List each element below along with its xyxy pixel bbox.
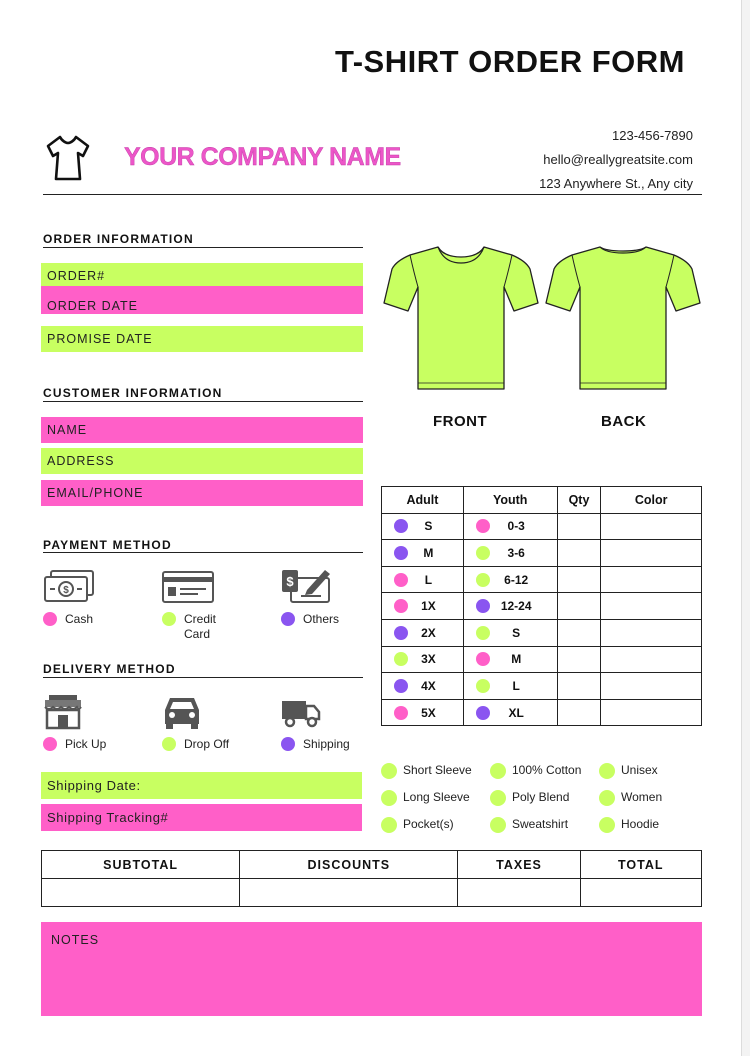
color-cell[interactable]	[601, 699, 702, 726]
customer-info-divider	[43, 401, 363, 402]
discounts-value-cell[interactable]	[240, 879, 458, 907]
size-row	[382, 540, 702, 567]
size-row	[382, 566, 702, 593]
header-divider	[43, 194, 702, 195]
adult-size-label: L	[424, 572, 433, 587]
cash-radio[interactable]	[43, 612, 57, 626]
car-icon	[162, 694, 202, 730]
option-checkbox[interactable]	[381, 790, 397, 806]
color-cell[interactable]	[601, 673, 702, 700]
adult-size-dot[interactable]	[394, 652, 408, 666]
drop-off-label: Drop Off	[184, 737, 230, 751]
taxes-value-cell[interactable]	[458, 879, 580, 907]
adult-size-cell[interactable]	[382, 513, 464, 540]
payment-heading: PAYMENT METHOD	[43, 538, 172, 552]
option-label: Pocket(s)	[403, 817, 454, 831]
taxes-header: TAXES	[458, 851, 580, 879]
credit-card-radio[interactable]	[162, 612, 176, 626]
size-row	[382, 513, 702, 540]
option-checkbox[interactable]	[490, 817, 506, 833]
adult-size-label: S	[424, 519, 433, 534]
youth-size-label: M	[511, 652, 522, 667]
youth-size-dot[interactable]	[476, 652, 490, 666]
others-label: Others	[303, 612, 340, 626]
contact-phone: 123-456-7890	[612, 128, 693, 143]
color-cell[interactable]	[601, 566, 702, 593]
qty-cell[interactable]	[557, 673, 601, 700]
adult-size-dot[interactable]	[394, 573, 408, 587]
youth-size-label: L	[512, 678, 520, 693]
contact-address: 123 Anywhere St., Any city	[539, 176, 693, 191]
option-label: 100% Cotton	[512, 763, 582, 777]
total-header: TOTAL	[580, 851, 701, 879]
adult-size-label: 1X	[421, 599, 436, 614]
adult-size-cell[interactable]	[382, 619, 464, 646]
option-checkbox[interactable]	[490, 790, 506, 806]
color-cell[interactable]	[601, 513, 702, 540]
credit-card-icon	[162, 571, 214, 603]
youth-header: Youth	[463, 487, 557, 514]
youth-size-cell[interactable]	[463, 699, 557, 726]
adult-size-dot[interactable]	[394, 706, 408, 720]
adult-size-cell[interactable]	[382, 566, 464, 593]
size-table	[381, 486, 702, 726]
option-label: Hoodie	[621, 817, 660, 831]
notes-field[interactable]	[41, 922, 702, 1016]
qty-cell[interactable]	[557, 646, 601, 673]
qty-cell[interactable]	[557, 540, 601, 567]
youth-size-label: 6-12	[504, 572, 529, 587]
credit-card-label: Credit Card	[184, 612, 217, 641]
check-icon	[281, 566, 333, 604]
adult-size-label: M	[423, 545, 434, 560]
youth-size-cell[interactable]	[463, 566, 557, 593]
youth-size-label: 3-6	[507, 545, 525, 560]
option-checkbox[interactable]	[599, 790, 615, 806]
order-info-divider	[43, 247, 363, 248]
delivery-heading: DELIVERY METHOD	[43, 662, 176, 676]
option-checkbox[interactable]	[599, 817, 615, 833]
option-label: Long Sleeve	[403, 790, 470, 804]
option-checkbox[interactable]	[381, 763, 397, 779]
size-row	[382, 619, 702, 646]
adult-size-cell[interactable]	[382, 540, 464, 567]
adult-size-label: 5X	[421, 705, 436, 720]
contact-email: hello@reallygreatsite.com	[543, 152, 693, 167]
adult-size-label: 4X	[421, 678, 436, 693]
color-cell[interactable]	[601, 619, 702, 646]
adult-size-label: 2X	[421, 625, 436, 640]
qty-cell[interactable]	[557, 619, 601, 646]
size-row	[382, 673, 702, 700]
total-value-cell[interactable]	[580, 879, 701, 907]
youth-size-cell[interactable]	[463, 646, 557, 673]
youth-size-dot[interactable]	[476, 599, 490, 613]
option-label: Poly Blend	[512, 790, 570, 804]
pick-up-label: Pick Up	[65, 737, 107, 751]
qty-cell[interactable]	[557, 699, 601, 726]
adult-size-cell[interactable]	[382, 673, 464, 700]
option-checkbox[interactable]	[599, 763, 615, 779]
color-cell[interactable]	[601, 646, 702, 673]
option-label: Short Sleeve	[403, 763, 472, 777]
order-date-field[interactable]: ORDER DATE	[41, 286, 363, 314]
pick-up-radio[interactable]	[43, 737, 57, 751]
shipping-label: Shipping	[303, 737, 350, 751]
youth-size-dot[interactable]	[476, 626, 490, 640]
address-field[interactable]: ADDRESS	[41, 448, 363, 474]
store-icon	[43, 694, 83, 730]
totals-table	[41, 850, 702, 907]
color-header: Color	[601, 487, 702, 514]
adult-size-dot[interactable]	[394, 599, 408, 613]
adult-size-cell[interactable]	[382, 593, 464, 620]
youth-size-cell[interactable]	[463, 673, 557, 700]
option-checkbox[interactable]	[490, 763, 506, 779]
qty-cell[interactable]	[557, 513, 601, 540]
cash-icon	[43, 570, 95, 604]
adult-size-label: 3X	[421, 652, 436, 667]
size-row	[382, 699, 702, 726]
tshirt-front-image	[382, 243, 540, 395]
subtotal-header: SUBTOTAL	[42, 851, 240, 879]
back-label: BACK	[601, 413, 647, 430]
option-label: Women	[621, 790, 663, 804]
youth-size-dot[interactable]	[476, 679, 490, 693]
adult-size-dot[interactable]	[394, 679, 408, 693]
payment-divider	[43, 552, 363, 553]
email-phone-field[interactable]: EMAIL/PHONE	[41, 480, 363, 506]
youth-size-label: XL	[508, 705, 524, 720]
youth-size-dot[interactable]	[476, 573, 490, 587]
qty-cell[interactable]	[557, 593, 601, 620]
shipping-radio[interactable]	[281, 737, 295, 751]
adult-size-dot[interactable]	[394, 546, 408, 560]
tshirt-back-image	[544, 243, 702, 395]
size-row	[382, 646, 702, 673]
youth-size-dot[interactable]	[476, 519, 490, 533]
youth-size-cell[interactable]	[463, 593, 557, 620]
adult-size-cell[interactable]	[382, 699, 464, 726]
name-field[interactable]: NAME	[41, 417, 363, 443]
truck-icon	[281, 698, 321, 728]
color-cell[interactable]	[601, 540, 702, 567]
front-label: FRONT	[433, 413, 488, 430]
company-name: YOUR COMPANY NAME	[124, 143, 401, 171]
adult-size-dot[interactable]	[394, 519, 408, 533]
youth-size-label: 12-24	[500, 599, 532, 614]
tshirt-logo-icon	[44, 133, 92, 183]
promise-date-field[interactable]: PROMISE DATE	[41, 326, 363, 352]
qty-header: Qty	[557, 487, 601, 514]
shipping-tracking-field[interactable]: Shipping Tracking#	[41, 804, 362, 831]
youth-size-dot[interactable]	[476, 546, 490, 560]
delivery-divider	[43, 677, 363, 678]
drop-off-radio[interactable]	[162, 737, 176, 751]
shipping-date-field[interactable]: Shipping Date:	[41, 772, 362, 799]
youth-size-label: S	[512, 625, 521, 640]
order-number-field[interactable]: ORDER#	[41, 263, 363, 289]
youth-size-cell[interactable]	[463, 540, 557, 567]
youth-size-dot[interactable]	[476, 706, 490, 720]
qty-cell[interactable]	[557, 566, 601, 593]
form-title: T-SHIRT ORDER FORM	[335, 44, 685, 79]
discounts-header: DISCOUNTS	[240, 851, 458, 879]
customer-info-heading: CUSTOMER INFORMATION	[43, 386, 223, 400]
color-cell[interactable]	[601, 593, 702, 620]
svg-text:$: $	[63, 585, 69, 596]
youth-size-label: 0-3	[507, 519, 525, 534]
option-label: Unisex	[621, 763, 658, 777]
others-radio[interactable]	[281, 612, 295, 626]
cash-label: Cash	[65, 612, 94, 626]
size-row	[382, 593, 702, 620]
option-label: Sweatshirt	[512, 817, 569, 831]
notes-label: NOTES	[51, 933, 100, 947]
youth-size-cell[interactable]	[463, 619, 557, 646]
subtotal-value-cell[interactable]	[42, 879, 240, 907]
adult-size-cell[interactable]	[382, 646, 464, 673]
svg-text:$: $	[286, 574, 294, 589]
option-checkbox[interactable]	[381, 817, 397, 833]
adult-header: Adult	[382, 487, 464, 514]
youth-size-cell[interactable]	[463, 513, 557, 540]
order-info-heading: ORDER INFORMATION	[43, 232, 194, 246]
adult-size-dot[interactable]	[394, 626, 408, 640]
